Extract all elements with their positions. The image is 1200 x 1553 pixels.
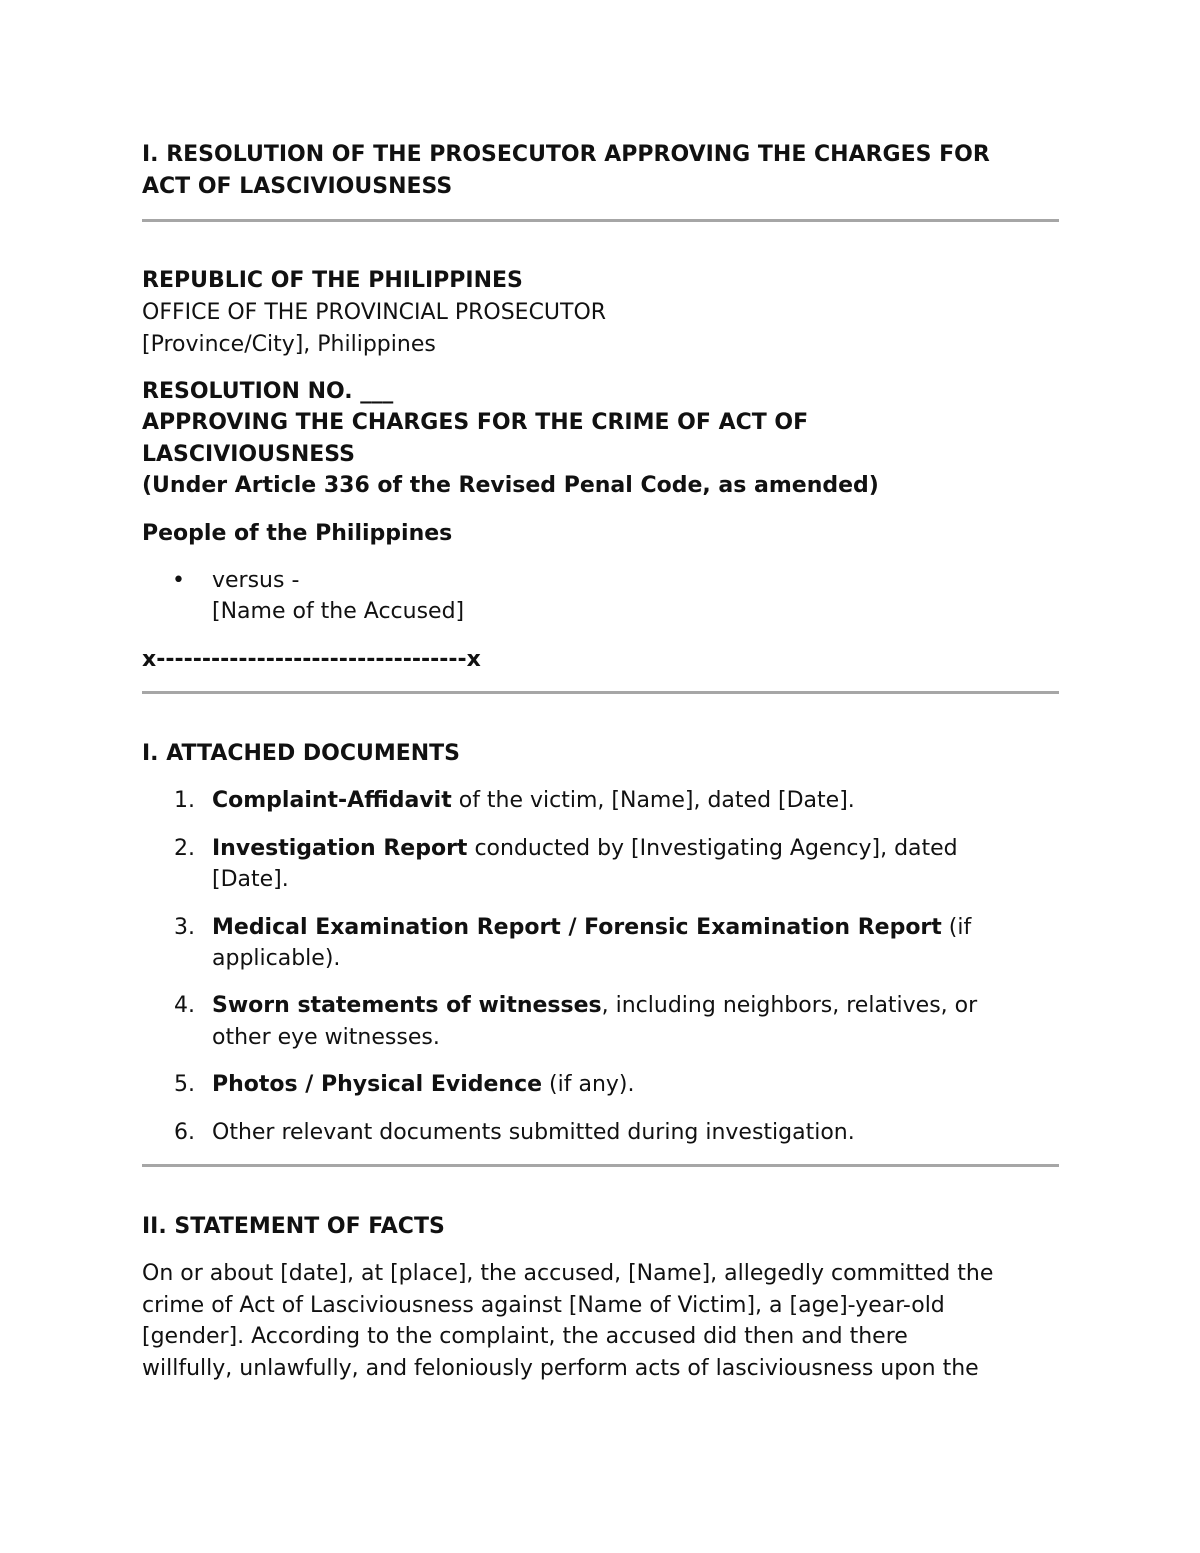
list-item: Other relevant documents submitted during investigation. [212, 1120, 855, 1145]
list-item-number: 4. [174, 993, 195, 1018]
main-heading-line-1: I. RESOLUTION OF THE PROSECUTOR APPROVING THE CHARGES FOR [142, 142, 990, 167]
list-item-continuation: [Date]. [212, 867, 289, 892]
list-item-bold: Photos / Physical Evidence [212, 1072, 543, 1097]
resolution-number: RESOLUTION NO. ___ [142, 379, 394, 404]
facts-paragraph-line: crime of Act of Lasciviousness against [Name of Victim], a [age]-year-old [142, 1293, 945, 1318]
resolution-title-line-1: APPROVING THE CHARGES FOR THE CRIME OF ACT OF [142, 410, 809, 435]
versus-text: versus - [212, 568, 300, 593]
list-item-continuation: other eye witnesses. [212, 1025, 440, 1050]
list-item-text: (if [941, 915, 972, 940]
list-item-number: 3. [174, 915, 195, 940]
list-item-text: , including neighbors, relatives, or [601, 993, 978, 1018]
list-item-bold: Complaint-Affidavit [212, 788, 452, 813]
horizontal-rule [142, 1164, 1059, 1167]
attached-documents-heading: I. ATTACHED DOCUMENTS [142, 741, 461, 766]
list-item-bold: Sworn statements of witnesses [212, 993, 602, 1018]
office-location: [Province/City], Philippines [142, 332, 436, 357]
list-item-continuation: applicable). [212, 946, 341, 971]
list-item [212, 990, 977, 1022]
list-item [212, 1069, 635, 1101]
list-item [212, 785, 855, 817]
statement-of-facts-heading: II. STATEMENT OF FACTS [142, 1214, 445, 1239]
republic-heading: REPUBLIC OF THE PHILIPPINES [142, 268, 523, 293]
horizontal-rule [142, 691, 1059, 694]
main-heading-line-2: ACT OF LASCIVIOUSNESS [142, 174, 453, 199]
document-page [142, 0, 1060, 1553]
list-item [212, 833, 958, 865]
list-item-bold: Investigation Report [212, 836, 468, 861]
list-item-number: 6. [174, 1120, 195, 1145]
caption-separator: x----------------------------------x [142, 647, 481, 672]
accused-name: [Name of the Accused] [212, 599, 465, 624]
bullet-marker: • [172, 568, 185, 593]
horizontal-rule [142, 219, 1059, 222]
plaintiff-name: People of the Philippines [142, 521, 453, 546]
list-item-bold: Medical Examination Report / Forensic Examination Report [212, 915, 942, 940]
list-item-text: (if any). [542, 1072, 635, 1097]
facts-paragraph-line: [gender]. According to the complaint, the accused did then and there [142, 1324, 908, 1349]
list-item [212, 912, 971, 944]
list-item-number: 5. [174, 1072, 195, 1097]
facts-paragraph-line: On or about [date], at [place], the accused, [Name], allegedly committed the [142, 1261, 994, 1286]
list-item-text: of the victim, [Name], dated [Date]. [451, 788, 855, 813]
resolution-title-line-2: LASCIVIOUSNESS [142, 442, 355, 467]
list-item-number: 1. [174, 788, 195, 813]
list-item-text: conducted by [Investigating Agency], dated [467, 836, 958, 861]
facts-paragraph-line: willfully, unlawfully, and feloniously perform acts of lasciviousness upon the [142, 1356, 979, 1381]
resolution-subtitle: (Under Article 336 of the Revised Penal Code, as amended) [142, 473, 879, 498]
office-name: OFFICE OF THE PROVINCIAL PROSECUTOR [142, 300, 607, 325]
list-item-number: 2. [174, 836, 195, 861]
